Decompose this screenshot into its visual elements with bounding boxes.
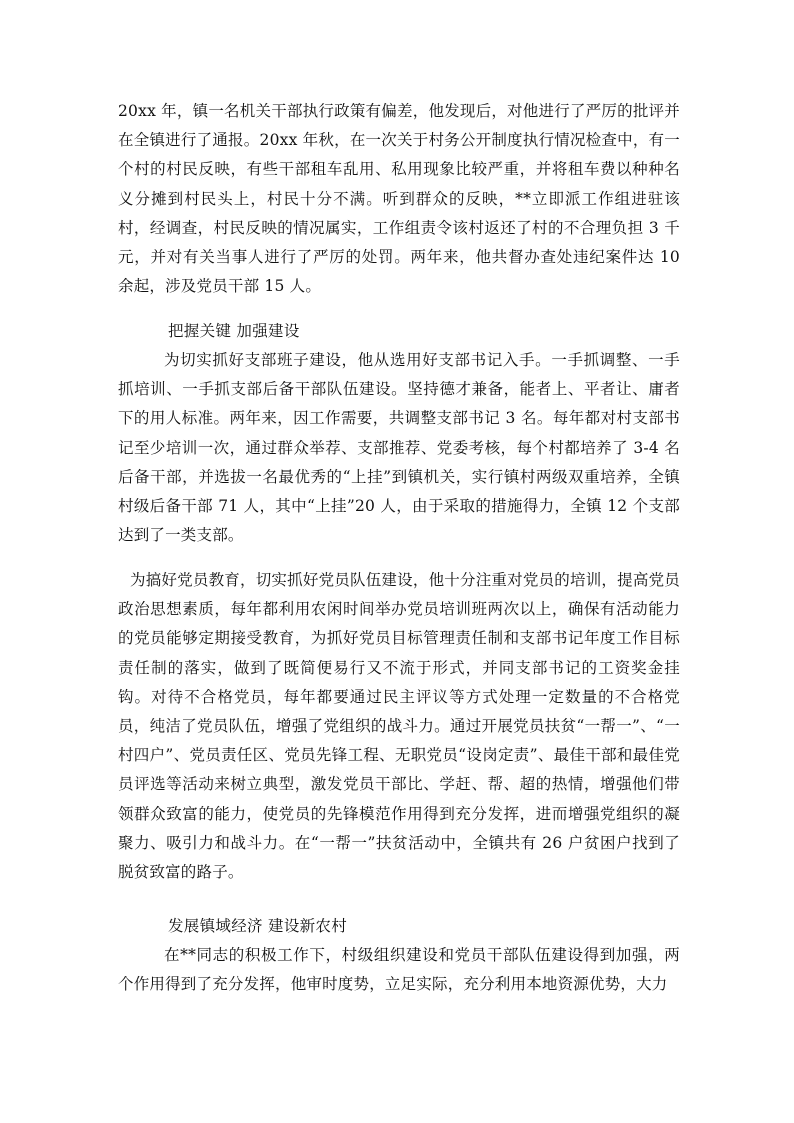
paragraph-village-organization: 在**同志的积极工作下，村级组织建设和党员干部队伍建设得到加强，两个作用得到了充分发挥，他审时度势，立足实际，充分利用本地资源优势，大力	[118, 946, 680, 994]
section-heading-key-construction: 把握关键 加强建设	[168, 322, 300, 340]
paragraph-branch-secretary: 为切实抓好支部班子建设，他从选用好支部书记入手。一手抓调整、一手抓培训、一手抓支部后备干部队伍建设。坚持德才兼备，能者上、平者让、庸者下的用人标准。两年来，因工作需要，共调整支部书记 3 名。每年都对村支部书记至少培训一次，通过群众举荐、支部推荐、党委考核，每个村都培养了 3-4 名后备干部，并选拔一名最优秀的“上挂”到镇机关，实行镇村两级双重培养，全镇村级后备干部 71 人，其中“上挂”20 人，由于采取的措施得力，全镇 12 个支部达到了一类支部。	[118, 351, 680, 545]
paragraph-discipline-cases: 20xx 年，镇一名机关干部执行政策有偏差，他发现后，对他进行了严厉的批评并在全镇进行了通报。20xx 年秋，在一次关于村务公开制度执行情况检查中，有一个村的村民反映，有些干部租车乱用、私用现象比较严重，并将租车费以种种名义分摊到村民头上，村民十分不满。听到群众的反映，**立即派工作组进驻该村，经调查，村民反映的情况属实，工作组责令该村返还了村的不合理负担 3 千元，并对有关当事人进行了严厉的处罚。两年来，他共督办查处违纪案件达 10 余起，涉及党员干部 15 人。	[118, 102, 680, 296]
paragraph-party-member-education: 为搞好党员教育，切实抓好党员队伍建设，他十分注重对党员的培训，提高党员政治思想素质，每年都利用农闲时间举办党员培训班两次以上，确保有活动能力的党员能够定期接受教育，为抓好党员目标管理责任制和支部书记年度工作目标责任制的落实，做到了既简便易行又不流于形式，并同支部书记的工资奖金挂钩。对待不合格党员，每年都要通过民主评议等方式处理一定数量的不合格党员，纯洁了党员队伍，增强了党组织的战斗力。通过开展党员扶贫“一帮一”、“一村四户”、党员责任区、党员先锋工程、无职党员“设岗定责”、最佳干部和最佳党员评选等活动来树立典型，激发党员干部比、学赶、帮、超的热情，增强他们带领群众致富的能力，使党员的先锋模范作用得到充分发挥，进而增强党组织的凝聚力、吸引力和战斗力。在“一帮一”扶贫活动中，全镇共有 26 户贫困户找到了脱贫致富的路子。	[118, 571, 680, 882]
section-heading-rural-economy: 发展镇域经济 建设新农村	[168, 917, 348, 935]
